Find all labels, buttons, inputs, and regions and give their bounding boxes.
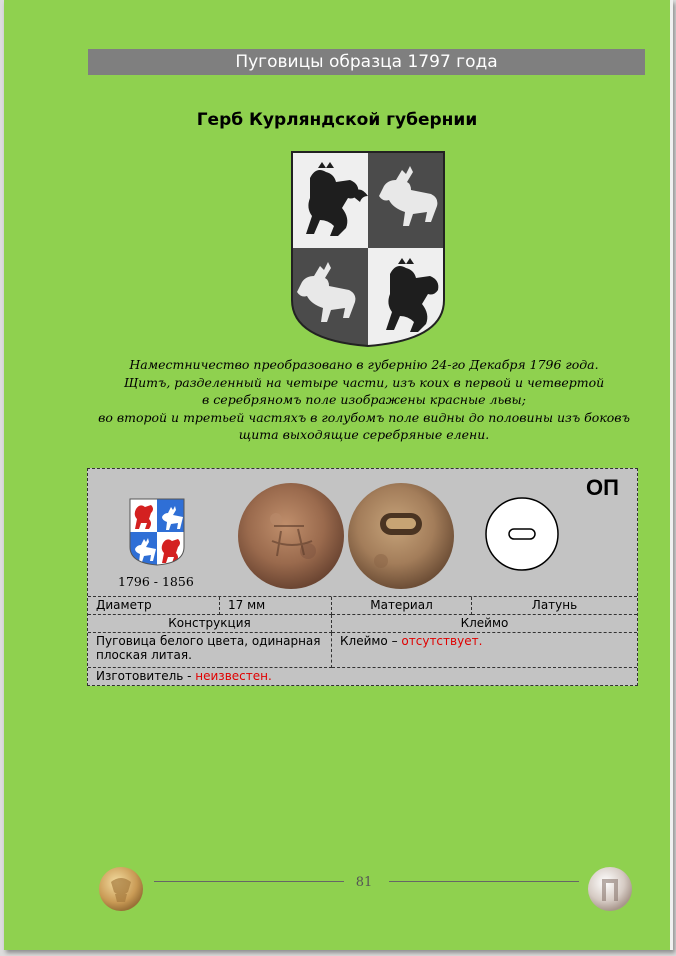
button-obverse-image	[236, 481, 346, 591]
coat-description	[84, 356, 644, 444]
footer-left-button-icon	[98, 866, 144, 912]
coat-of-arms-image	[288, 150, 448, 348]
footer-right-button-icon	[587, 866, 633, 912]
diameter-label: Диаметр	[88, 597, 220, 615]
footer-rule-left	[154, 881, 344, 882]
type-badge: ОП	[586, 475, 619, 500]
button-info-card	[87, 468, 638, 686]
description-line: во второй и третьей частяхъ в голубомъ поле видны до половины изъ боковъ	[98, 409, 630, 425]
button-reverse-image	[346, 481, 456, 591]
image-row	[88, 469, 637, 597]
page-number: 81	[355, 875, 373, 890]
maker-cell	[88, 668, 637, 686]
maker-value: неизвестен.	[195, 669, 272, 683]
material-label: Материал	[332, 597, 472, 615]
maker-prefix: Изготовитель -	[96, 669, 196, 683]
small-coat-of-arms-icon	[128, 497, 186, 567]
table-row	[88, 597, 637, 615]
button-profile-diagram	[484, 496, 560, 572]
mark-cell	[332, 633, 638, 668]
description-line: Наместничество преобразовано в губернiю 24-го Декабря 1796 года.	[129, 357, 599, 372]
description-line: Щитъ, разделенный на четыре части, изъ коих в первой и четвертой	[123, 374, 605, 390]
construction-header: Конструкция	[88, 615, 332, 633]
diameter-value: 17 мм	[220, 597, 332, 615]
properties-table	[88, 597, 637, 685]
page-header: Пуговицы образца 1797 года	[88, 49, 645, 75]
description-line: щита выходящие серебряные елени.	[238, 427, 490, 442]
mark-header: Клеймо	[332, 615, 638, 633]
section-title: Герб Курляндской губернии	[196, 110, 478, 130]
mark-value: отсутствует.	[401, 634, 483, 648]
mark-prefix: Клеймо –	[340, 634, 402, 648]
description-line: в серебряномъ поле изображены красные львы;	[202, 392, 526, 407]
table-row	[88, 615, 637, 633]
material-value: Латунь	[472, 597, 638, 615]
years-label: 1796 - 1856	[118, 574, 194, 589]
table-row	[88, 633, 637, 668]
footer-rule-right	[389, 881, 579, 882]
document-page	[4, 0, 673, 950]
table-row	[88, 668, 637, 686]
construction-text: Пуговица белого цвета, одинарная плоская литая.	[88, 633, 332, 668]
